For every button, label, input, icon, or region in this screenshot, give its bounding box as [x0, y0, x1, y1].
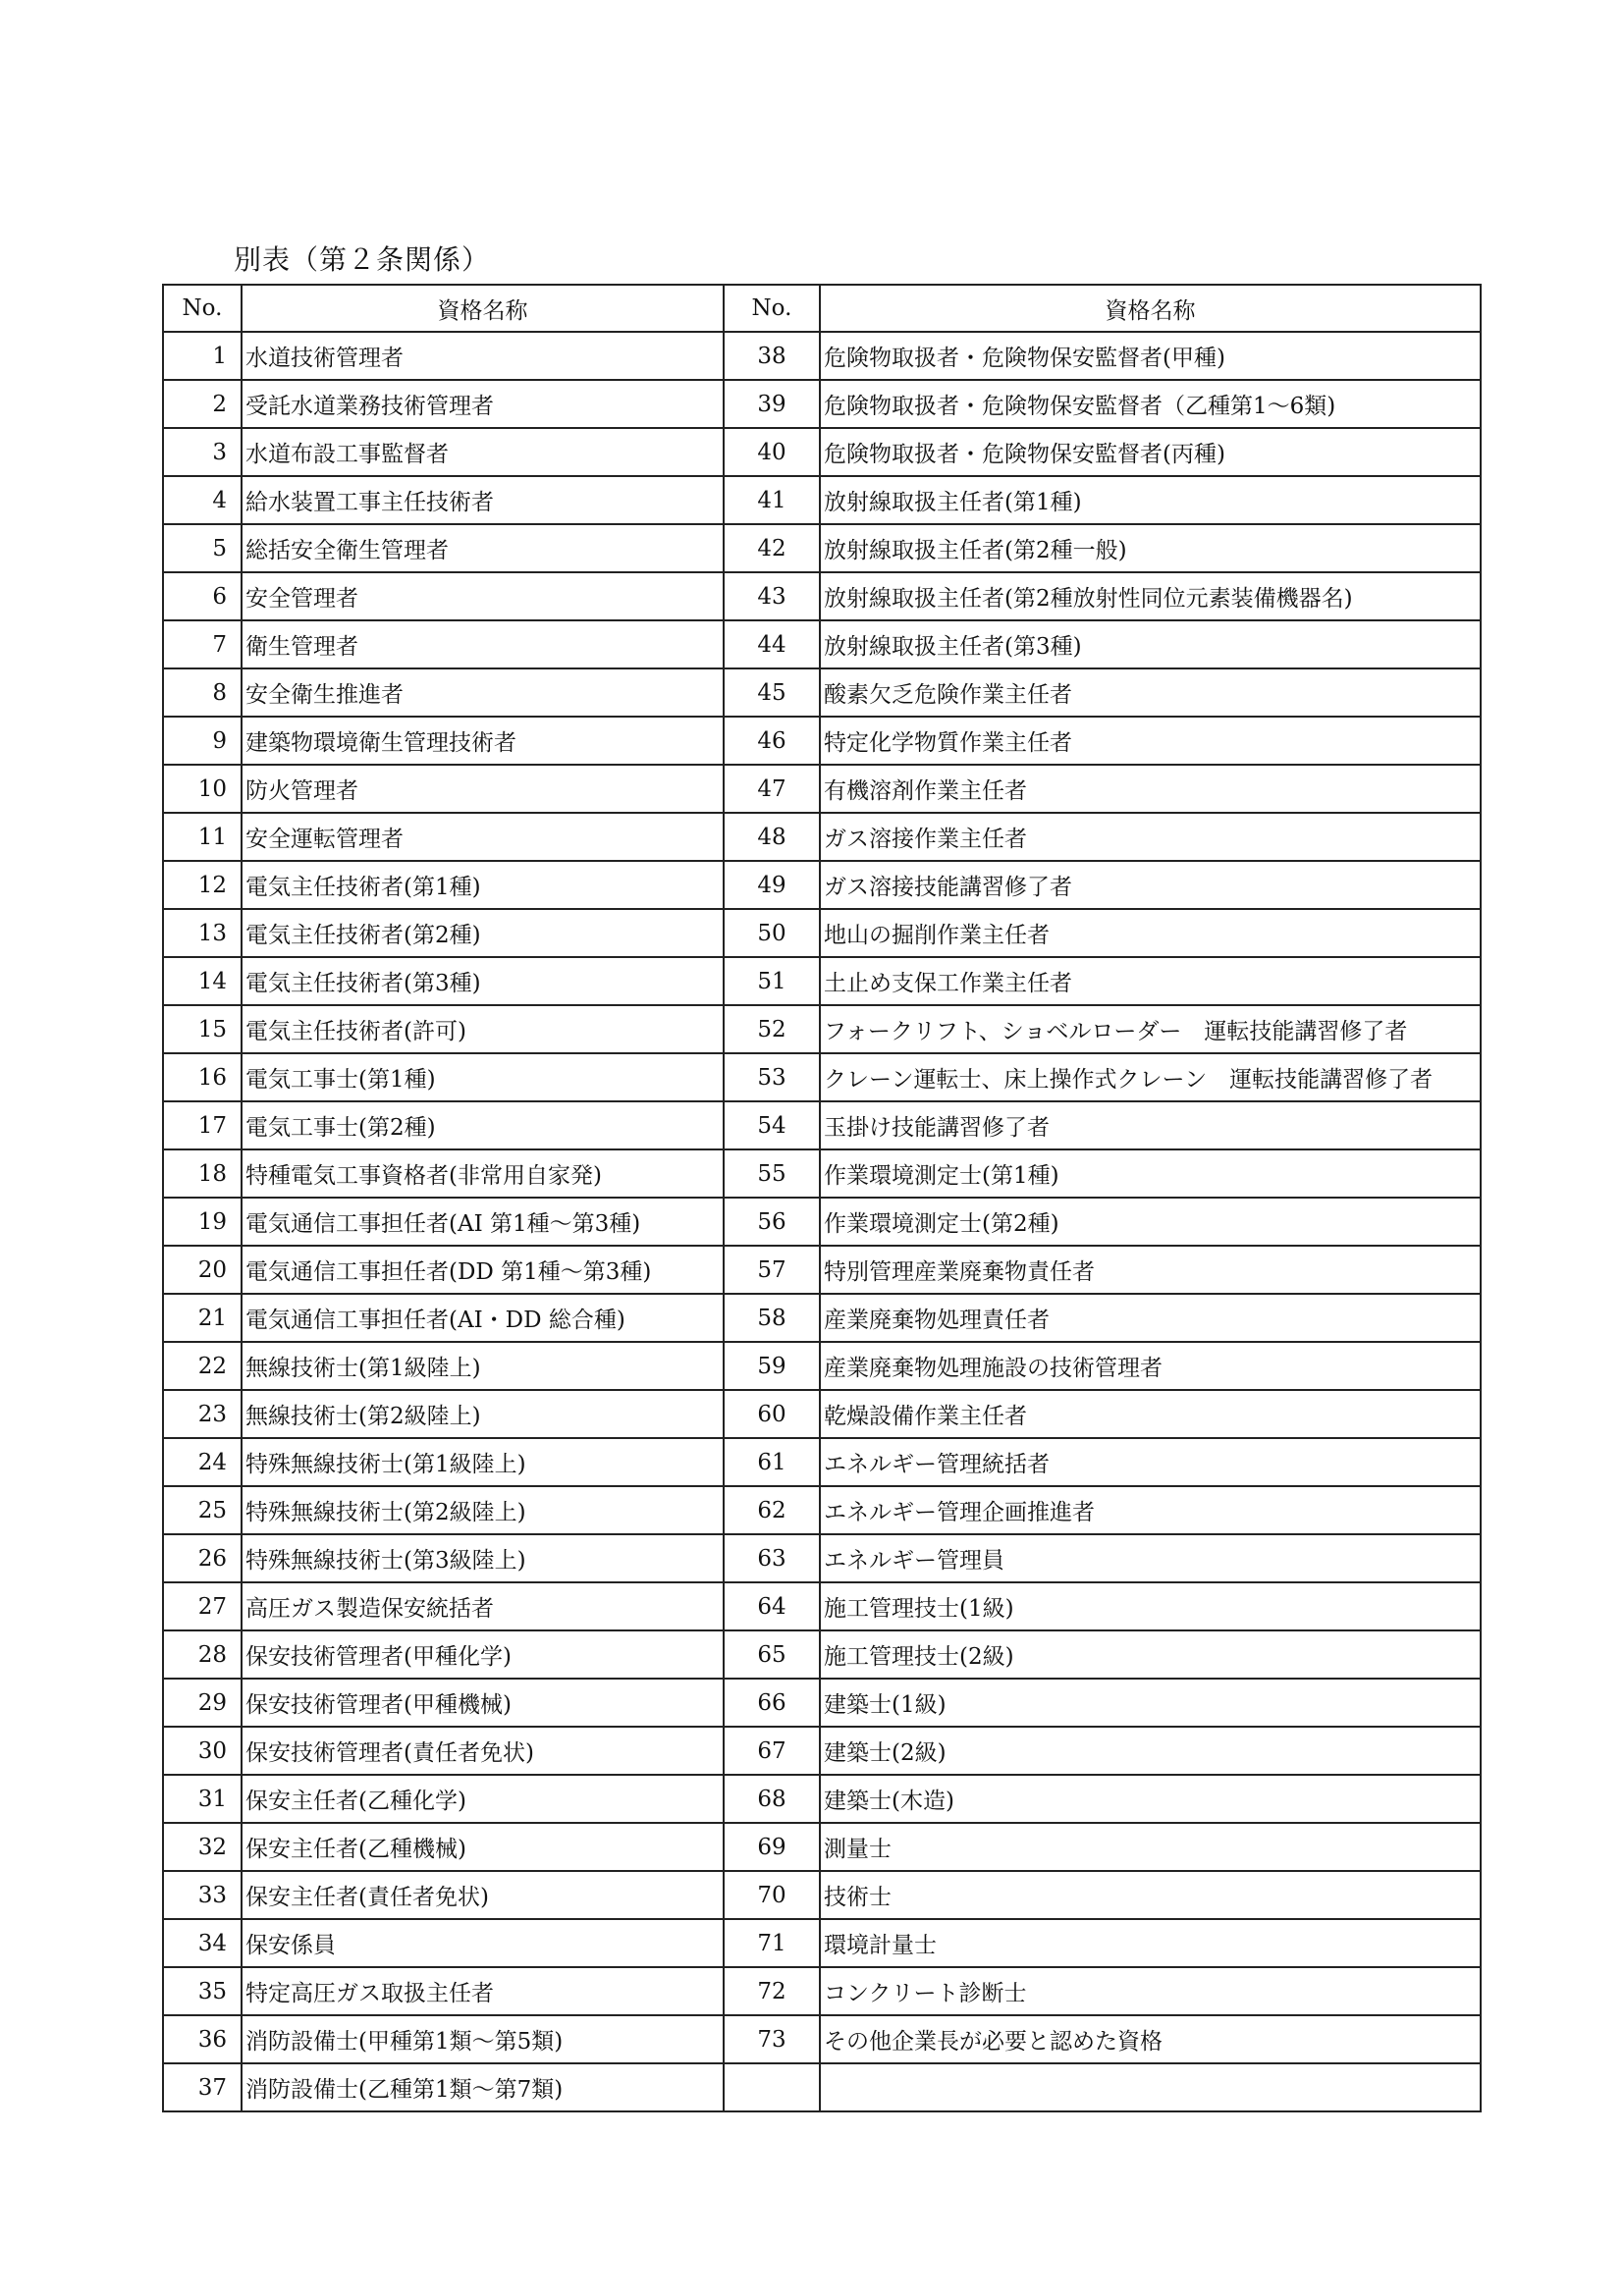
row-number-right: 60	[724, 1390, 820, 1438]
qualification-name-right: 建築士(1級)	[820, 1679, 1481, 1727]
table-row	[163, 332, 1481, 380]
qualification-name-right: 特別管理産業廃棄物責任者	[820, 1246, 1481, 1294]
qualification-name-left: 電気通信工事担任者(AI・DD 総合種)	[242, 1294, 724, 1342]
qualification-name-left: 特殊無線技術士(第1級陸上)	[242, 1438, 724, 1486]
row-number-left: 22	[163, 1342, 242, 1390]
table-row	[163, 1101, 1481, 1149]
row-number-right: 44	[724, 620, 820, 668]
qualification-name-right	[820, 2063, 1481, 2111]
row-number-right: 52	[724, 1005, 820, 1053]
table-row	[163, 572, 1481, 620]
qualification-name-right: 技術士	[820, 1871, 1481, 1919]
row-number-left: 34	[163, 1919, 242, 1967]
row-number-right: 43	[724, 572, 820, 620]
qualification-name-left: 建築物環境衛生管理技術者	[242, 717, 724, 765]
row-number-left: 36	[163, 2015, 242, 2063]
qualification-name-right: 危険物取扱者・危険物保安監督者（乙種第1～6類)	[820, 380, 1481, 428]
qualification-name-left: 水道布設工事監督者	[242, 428, 724, 476]
row-number-left: 1	[163, 332, 242, 380]
table-caption: 別表（第２条関係）	[234, 243, 491, 276]
table-row	[163, 1005, 1481, 1053]
row-number-right: 70	[724, 1871, 820, 1919]
qualification-name-left: 保安主任者(責任者免状)	[242, 1871, 724, 1919]
qualification-name-right: 放射線取扱主任者(第2種放射性同位元素装備機器名)	[820, 572, 1481, 620]
row-number-left: 27	[163, 1582, 242, 1630]
row-number-right: 48	[724, 813, 820, 861]
qualification-name-right: エネルギー管理員	[820, 1534, 1481, 1582]
qualification-name-left: 電気通信工事担任者(AI 第1種～第3種)	[242, 1198, 724, 1246]
row-number-right: 55	[724, 1149, 820, 1198]
header-name-right: 資格名称	[820, 285, 1481, 332]
qualification-name-right: ガス溶接技能講習修了者	[820, 861, 1481, 909]
row-number-right	[724, 2063, 820, 2111]
row-number-right: 50	[724, 909, 820, 957]
row-number-left: 6	[163, 572, 242, 620]
row-number-right: 64	[724, 1582, 820, 1630]
qualification-name-right: 建築士(木造)	[820, 1775, 1481, 1823]
qualification-name-left: 防火管理者	[242, 765, 724, 813]
table-row	[163, 1390, 1481, 1438]
qualification-name-left: 保安技術管理者(甲種化学)	[242, 1630, 724, 1679]
row-number-right: 58	[724, 1294, 820, 1342]
table-row	[163, 668, 1481, 717]
qualification-name-right: 酸素欠乏危険作業主任者	[820, 668, 1481, 717]
table-row	[163, 1534, 1481, 1582]
row-number-right: 61	[724, 1438, 820, 1486]
qualification-name-left: 電気主任技術者(第3種)	[242, 957, 724, 1005]
row-number-left: 3	[163, 428, 242, 476]
qualification-name-right: 玉掛け技能講習修了者	[820, 1101, 1481, 1149]
row-number-right: 63	[724, 1534, 820, 1582]
qualification-name-right: 産業廃棄物処理責任者	[820, 1294, 1481, 1342]
qualification-name-left: 保安主任者(乙種機械)	[242, 1823, 724, 1871]
qualification-name-right: 作業環境測定士(第1種)	[820, 1149, 1481, 1198]
qualification-name-left: 衛生管理者	[242, 620, 724, 668]
table-row	[163, 1198, 1481, 1246]
table-row	[163, 380, 1481, 428]
qualification-name-right: 乾燥設備作業主任者	[820, 1390, 1481, 1438]
qualification-name-right: 建築士(2級)	[820, 1727, 1481, 1775]
qualification-name-right: ガス溶接作業主任者	[820, 813, 1481, 861]
row-number-left: 9	[163, 717, 242, 765]
qualification-name-right: 放射線取扱主任者(第2種一般)	[820, 524, 1481, 572]
row-number-left: 35	[163, 1967, 242, 2015]
row-number-left: 29	[163, 1679, 242, 1727]
table-body	[163, 332, 1481, 2111]
table-row	[163, 957, 1481, 1005]
header-no-right: No.	[724, 285, 820, 332]
row-number-right: 49	[724, 861, 820, 909]
row-number-left: 31	[163, 1775, 242, 1823]
row-number-left: 10	[163, 765, 242, 813]
row-number-left: 16	[163, 1053, 242, 1101]
qualification-name-right: 地山の掘削作業主任者	[820, 909, 1481, 957]
header-row	[163, 285, 1481, 332]
row-number-left: 5	[163, 524, 242, 572]
row-number-right: 38	[724, 332, 820, 380]
table-row	[163, 524, 1481, 572]
qualification-name-right: 環境計量士	[820, 1919, 1481, 1967]
table-row	[163, 1246, 1481, 1294]
qualification-name-right: クレーン運転士、床上操作式クレーン 運転技能講習修了者	[820, 1053, 1481, 1101]
qualification-name-left: 電気主任技術者(許可)	[242, 1005, 724, 1053]
qualification-name-right: 土止め支保工作業主任者	[820, 957, 1481, 1005]
qualification-name-left: 無線技術士(第1級陸上)	[242, 1342, 724, 1390]
table-row	[163, 765, 1481, 813]
qualification-name-left: 保安主任者(乙種化学)	[242, 1775, 724, 1823]
qualification-table	[162, 284, 1482, 2112]
qualification-name-left: 電気工事士(第2種)	[242, 1101, 724, 1149]
row-number-right: 67	[724, 1727, 820, 1775]
qualification-name-left: 電気通信工事担任者(DD 第1種～第3種)	[242, 1246, 724, 1294]
qualification-name-right: 特定化学物質作業主任者	[820, 717, 1481, 765]
qualification-name-right: 産業廃棄物処理施設の技術管理者	[820, 1342, 1481, 1390]
qualification-name-left: 無線技術士(第2級陸上)	[242, 1390, 724, 1438]
qualification-name-right: 危険物取扱者・危険物保安監督者(甲種)	[820, 332, 1481, 380]
row-number-left: 7	[163, 620, 242, 668]
row-number-right: 72	[724, 1967, 820, 2015]
row-number-left: 18	[163, 1149, 242, 1198]
row-number-right: 56	[724, 1198, 820, 1246]
qualification-name-left: 電気工事士(第1種)	[242, 1053, 724, 1101]
row-number-left: 12	[163, 861, 242, 909]
row-number-left: 21	[163, 1294, 242, 1342]
row-number-right: 54	[724, 1101, 820, 1149]
row-number-right: 42	[724, 524, 820, 572]
qualification-name-left: 特殊無線技術士(第2級陸上)	[242, 1486, 724, 1534]
row-number-right: 53	[724, 1053, 820, 1101]
row-number-right: 41	[724, 476, 820, 524]
qualification-name-left: 保安技術管理者(甲種機械)	[242, 1679, 724, 1727]
table-row	[163, 620, 1481, 668]
row-number-left: 11	[163, 813, 242, 861]
table-row	[163, 2063, 1481, 2111]
qualification-name-right: その他企業長が必要と認めた資格	[820, 2015, 1481, 2063]
table-row	[163, 1149, 1481, 1198]
qualification-name-left: 電気主任技術者(第1種)	[242, 861, 724, 909]
qualification-name-right: 施工管理技士(1級)	[820, 1582, 1481, 1630]
qualification-name-left: 受託水道業務技術管理者	[242, 380, 724, 428]
qualification-name-left: 保安技術管理者(責任者免状)	[242, 1727, 724, 1775]
table-row	[163, 1294, 1481, 1342]
row-number-left: 2	[163, 380, 242, 428]
qualification-name-left: 安全管理者	[242, 572, 724, 620]
header-no-left: No.	[163, 285, 242, 332]
row-number-right: 69	[724, 1823, 820, 1871]
qualification-name-left: 消防設備士(乙種第1類～第7類)	[242, 2063, 724, 2111]
qualification-name-right: 放射線取扱主任者(第1種)	[820, 476, 1481, 524]
row-number-left: 8	[163, 668, 242, 717]
row-number-right: 66	[724, 1679, 820, 1727]
row-number-left: 20	[163, 1246, 242, 1294]
qualification-name-left: 特種電気工事資格者(非常用自家発)	[242, 1149, 724, 1198]
row-number-right: 73	[724, 2015, 820, 2063]
row-number-right: 39	[724, 380, 820, 428]
row-number-left: 26	[163, 1534, 242, 1582]
qualification-name-left: 水道技術管理者	[242, 332, 724, 380]
row-number-right: 62	[724, 1486, 820, 1534]
qualification-name-left: 消防設備士(甲種第1類～第5類)	[242, 2015, 724, 2063]
table-row	[163, 1727, 1481, 1775]
table-row	[163, 1582, 1481, 1630]
qualification-name-left: 高圧ガス製造保安統括者	[242, 1582, 724, 1630]
qualification-name-right: フォークリフト、ショベルローダー 運転技能講習修了者	[820, 1005, 1481, 1053]
row-number-left: 24	[163, 1438, 242, 1486]
row-number-left: 37	[163, 2063, 242, 2111]
row-number-left: 19	[163, 1198, 242, 1246]
table-row	[163, 1053, 1481, 1101]
row-number-left: 13	[163, 909, 242, 957]
qualification-name-left: 総括安全衛生管理者	[242, 524, 724, 572]
table-row	[163, 909, 1481, 957]
qualification-name-right: コンクリート診断士	[820, 1967, 1481, 2015]
row-number-left: 15	[163, 1005, 242, 1053]
row-number-left: 23	[163, 1390, 242, 1438]
qualification-name-right: 作業環境測定士(第2種)	[820, 1198, 1481, 1246]
header-name-left: 資格名称	[242, 285, 724, 332]
qualification-name-left: 保安係員	[242, 1919, 724, 1967]
row-number-left: 25	[163, 1486, 242, 1534]
table-row	[163, 1919, 1481, 1967]
table-row	[163, 1967, 1481, 2015]
qualification-name-left: 特定高圧ガス取扱主任者	[242, 1967, 724, 2015]
row-number-right: 65	[724, 1630, 820, 1679]
row-number-left: 4	[163, 476, 242, 524]
row-number-right: 40	[724, 428, 820, 476]
row-number-right: 68	[724, 1775, 820, 1823]
row-number-right: 57	[724, 1246, 820, 1294]
row-number-left: 33	[163, 1871, 242, 1919]
qualification-name-left: 安全衛生推進者	[242, 668, 724, 717]
qualification-name-right: 有機溶剤作業主任者	[820, 765, 1481, 813]
row-number-right: 45	[724, 668, 820, 717]
table-row	[163, 717, 1481, 765]
row-number-left: 30	[163, 1727, 242, 1775]
table-row	[163, 1630, 1481, 1679]
table-row	[163, 1871, 1481, 1919]
row-number-left: 17	[163, 1101, 242, 1149]
qualification-name-left: 安全運転管理者	[242, 813, 724, 861]
table-row	[163, 1775, 1481, 1823]
table-row	[163, 476, 1481, 524]
row-number-right: 71	[724, 1919, 820, 1967]
table-row	[163, 1342, 1481, 1390]
table-row	[163, 1486, 1481, 1534]
row-number-right: 46	[724, 717, 820, 765]
qualification-name-right: エネルギー管理統括者	[820, 1438, 1481, 1486]
qualification-name-right: エネルギー管理企画推進者	[820, 1486, 1481, 1534]
table-row	[163, 1438, 1481, 1486]
qualification-name-left: 電気主任技術者(第2種)	[242, 909, 724, 957]
qualification-name-right: 危険物取扱者・危険物保安監督者(丙種)	[820, 428, 1481, 476]
row-number-left: 14	[163, 957, 242, 1005]
qualification-name-left: 特殊無線技術士(第3級陸上)	[242, 1534, 724, 1582]
row-number-left: 28	[163, 1630, 242, 1679]
table-row	[163, 1679, 1481, 1727]
table-row	[163, 2015, 1481, 2063]
qualification-name-left: 給水装置工事主任技術者	[242, 476, 724, 524]
row-number-right: 59	[724, 1342, 820, 1390]
table-row	[163, 1823, 1481, 1871]
qualification-name-right: 施工管理技士(2級)	[820, 1630, 1481, 1679]
qualification-name-right: 放射線取扱主任者(第3種)	[820, 620, 1481, 668]
row-number-right: 47	[724, 765, 820, 813]
table-row	[163, 813, 1481, 861]
row-number-left: 32	[163, 1823, 242, 1871]
table-row	[163, 861, 1481, 909]
qualification-name-right: 測量士	[820, 1823, 1481, 1871]
table-row	[163, 428, 1481, 476]
row-number-right: 51	[724, 957, 820, 1005]
